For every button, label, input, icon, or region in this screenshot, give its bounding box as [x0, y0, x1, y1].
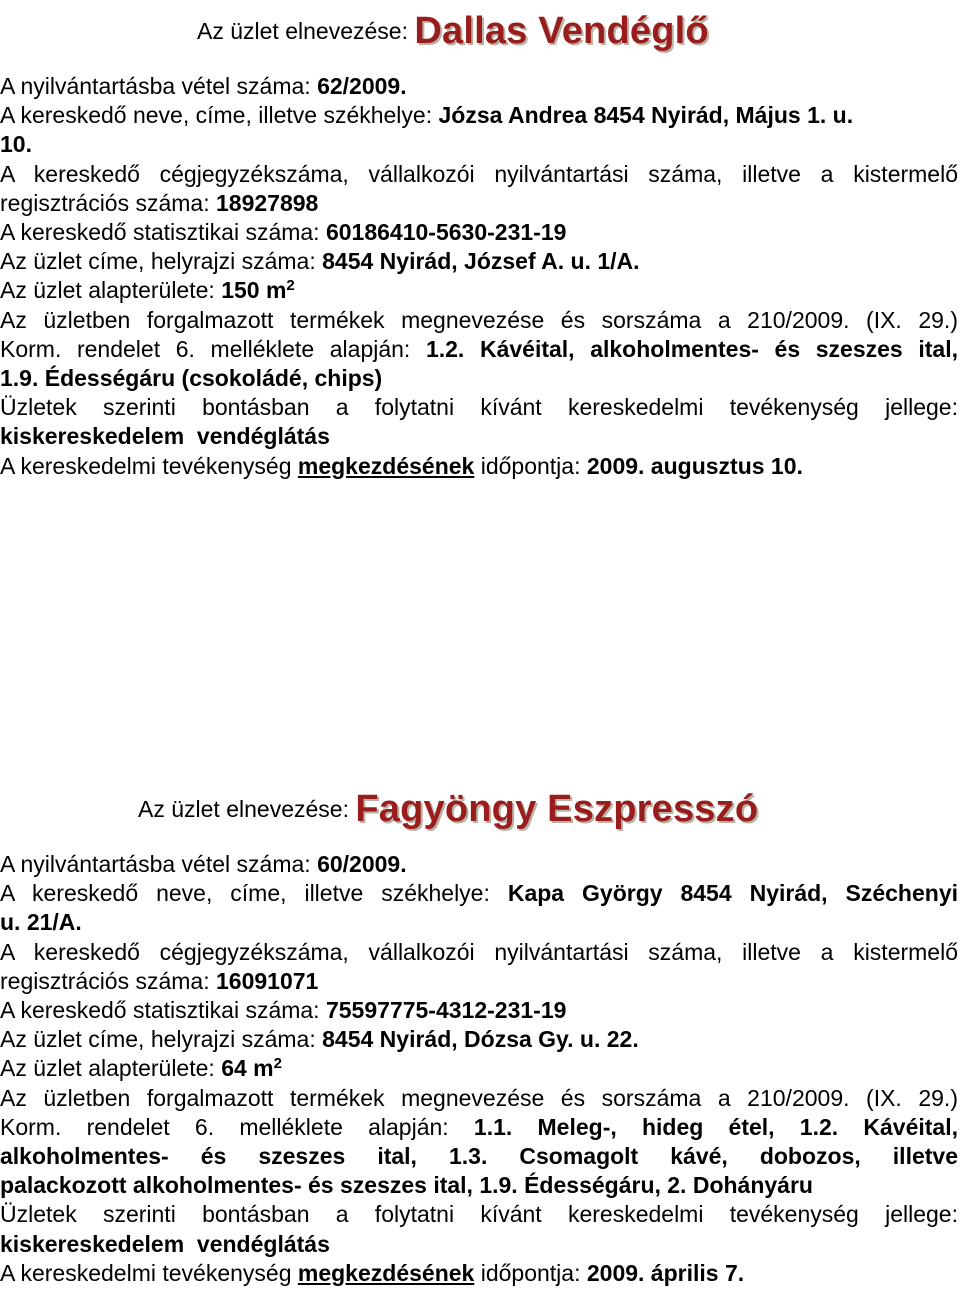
products-label-continued: Korm. rendelet 6. melléklete alapján:	[0, 1113, 449, 1140]
shop-address-line	[0, 247, 958, 276]
owner-value-continued: 10.	[0, 131, 32, 158]
shop-entry-dallas	[0, 0, 960, 481]
floor-area-line	[0, 276, 958, 305]
statistical-number-label: A kereskedő statisztikai száma:	[0, 997, 320, 1024]
company-number-label-continued: regisztrációs száma:	[0, 189, 210, 216]
owner-label: A kereskedő neve, címe, illetve székhelye:	[0, 880, 490, 907]
start-date-label-underlined: megkezdésének	[297, 1259, 475, 1286]
company-number-label-continued: regisztrációs száma:	[0, 967, 210, 994]
products-value: 1.2. Kávéital, alkoholmentes- és szeszes ital,	[425, 335, 958, 362]
owner-line	[0, 879, 958, 908]
start-date-label-end: időpontja:	[480, 452, 581, 479]
company-number-label: A kereskedő cégjegyzékszáma, vállalkozói nyilvántartási száma, illetve a kistermelő	[0, 160, 958, 187]
start-date-label-end: időpontja:	[480, 1259, 581, 1286]
registration-label: A nyilvántartásba vétel száma:	[0, 73, 311, 99]
company-number-value: 16091071	[216, 967, 319, 994]
floor-area-unit-exponent: 2	[273, 1055, 282, 1073]
shop-address-value: 8454 Nyirád, József A. u. 1/A.	[322, 248, 640, 275]
owner-value: Kapa György 8454 Nyirád, Széchenyi	[507, 880, 959, 907]
floor-area-label: Az üzlet alapterülete:	[0, 277, 215, 304]
statistical-number-value: 60186410-5630-231-19	[325, 219, 567, 246]
products-label: Az üzletben forgalmazott termékek megnevezése és sorszáma a 210/2009. (IX. 29.)	[0, 1084, 958, 1111]
start-date-label: A kereskedelmi tevékenység	[0, 1259, 292, 1286]
floor-area-line	[0, 1054, 958, 1083]
products-line	[0, 335, 958, 364]
company-number-label: A kereskedő cégjegyzékszáma, vállalkozói nyilvántartási száma, illetve a kistermelő	[0, 938, 958, 965]
products-value-continued: 1.9. Édességáru (csokoládé, chips)	[0, 365, 383, 392]
registration-value: 60/2009.	[317, 851, 407, 877]
floor-area-value: 150 m	[221, 277, 287, 304]
statistical-number-line	[0, 218, 958, 247]
activity-label: Üzletek szerinti bontásban a folytatni kívánt kereskedelmi tevékenység jellege:	[0, 1201, 958, 1228]
shop-title-prefix: Az üzlet elnevezése:	[138, 795, 349, 822]
products-value: 1.1. Meleg-, hideg étel, 1.2. Kávéital,	[473, 1113, 958, 1140]
start-date-value: 2009. április 7.	[586, 1259, 745, 1286]
company-number-line	[0, 967, 958, 996]
shop-address-label: Az üzlet címe, helyrajzi száma:	[0, 1026, 316, 1053]
shop-address-line	[0, 1025, 958, 1054]
shop-details	[0, 850, 960, 1288]
registration-value: 62/2009.	[317, 73, 407, 99]
floor-area-value: 64 m	[221, 1055, 274, 1082]
floor-area-unit-exponent: 2	[286, 277, 295, 295]
activity-value: kiskereskedelem vendéglátás	[0, 1230, 330, 1257]
shop-title-prefix: Az üzlet elnevezése:	[197, 17, 408, 44]
activity-value: kiskereskedelem vendéglátás	[0, 423, 330, 450]
start-date-line	[0, 1259, 958, 1288]
owner-line	[0, 101, 958, 130]
shop-title-line	[0, 778, 960, 836]
shop-address-label: Az üzlet címe, helyrajzi száma:	[0, 248, 316, 275]
shop-address-value: 8454 Nyirád, Dózsa Gy. u. 22.	[322, 1026, 639, 1053]
start-date-line	[0, 452, 958, 481]
company-number-value: 18927898	[216, 189, 319, 216]
registration-line	[0, 850, 958, 879]
products-label: Az üzletben forgalmazott termékek megnevezése és sorszáma a 210/2009. (IX. 29.)	[0, 306, 958, 333]
registration-line	[0, 72, 958, 101]
shop-details	[0, 72, 960, 481]
statistical-number-value: 75597775-4312-231-19	[325, 997, 567, 1024]
products-line	[0, 1113, 958, 1142]
owner-label: A kereskedő neve, címe, illetve székhelye:	[0, 102, 433, 129]
shop-title-name: Dallas Vendéglő	[414, 9, 709, 52]
products-value-continued: alkoholmentes- és szeszes ital, 1.3. Csomagolt kávé, dobozos, illetve	[0, 1143, 958, 1170]
shop-title-name: Fagyöngy Eszpresszó	[355, 787, 759, 830]
products-label-continued: Korm. rendelet 6. melléklete alapján:	[0, 335, 411, 362]
activity-label: Üzletek szerinti bontásban a folytatni kívánt kereskedelmi tevékenység jellege:	[0, 394, 958, 421]
shop-title-line	[0, 0, 960, 58]
start-date-value: 2009. augusztus 10.	[586, 452, 803, 479]
floor-area-label: Az üzlet alapterülete:	[0, 1055, 215, 1082]
statistical-number-label: A kereskedő statisztikai száma:	[0, 219, 320, 246]
shop-entry-fagyongy	[0, 778, 960, 1288]
owner-value-continued: u. 21/A.	[0, 909, 82, 936]
owner-value: Józsa Andrea 8454 Nyirád, Május 1. u.	[438, 102, 854, 129]
start-date-label: A kereskedelmi tevékenység	[0, 452, 292, 479]
registration-label: A nyilvántartásba vétel száma:	[0, 851, 311, 877]
start-date-label-underlined: megkezdésének	[297, 452, 475, 479]
statistical-number-line	[0, 996, 958, 1025]
products-value-continued-2: palackozott alkoholmentes- és szeszes ital, 1.9. Édességáru, 2. Dohányáru	[0, 1172, 813, 1199]
company-number-line	[0, 189, 958, 218]
